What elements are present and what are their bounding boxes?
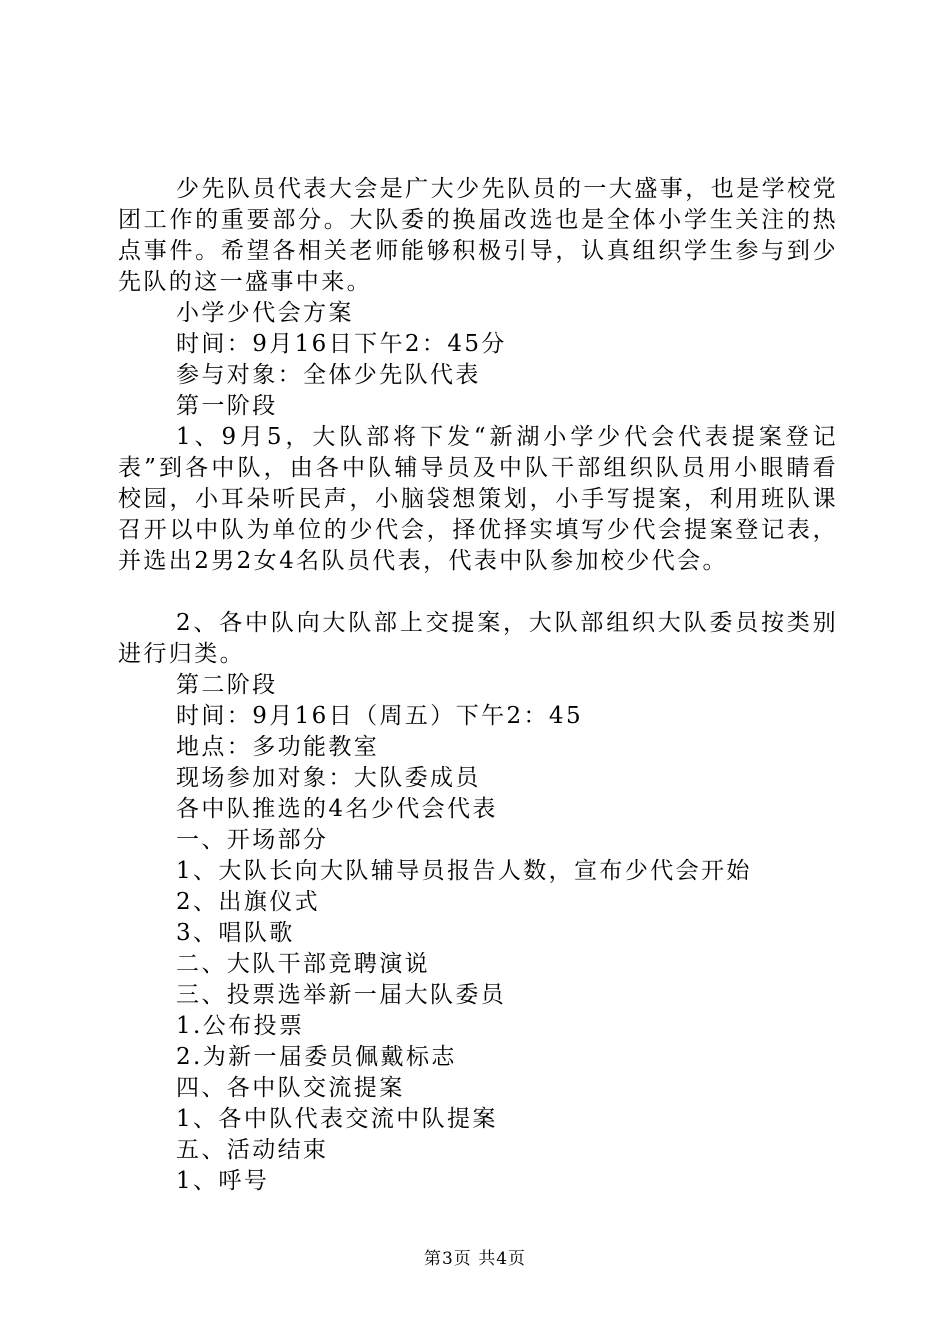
stage2-title: 第二阶段: [176, 672, 278, 698]
plan-title: 小学少代会方案: [176, 300, 354, 326]
section4-heading: 四、各中队交流提案: [176, 1075, 405, 1101]
participants-line: 参与对象：全体少先队代表: [176, 362, 481, 388]
page-footer: 第3页 共4页: [423, 1249, 527, 1269]
stage1-title: 第一阶段: [176, 393, 278, 419]
stage2-place-line: 地点：多功能教室: [176, 734, 380, 760]
section4-item1: 1、各中队代表交流中队提案: [176, 1106, 498, 1132]
section2-heading: 二、大队干部竞聘演说: [176, 951, 430, 977]
section1-item2: 2、出旗仪式: [176, 889, 321, 915]
section1-item3: 3、唱队歌: [176, 920, 295, 946]
section3-item1: 1.公布投票: [176, 1013, 305, 1039]
intro-paragraph: 少先队员代表大会是广大少先队员的一大盛事，也是学校党团工作的重要部分。大队委的换届改选也是全体小学生关注的热点事件。希望各相关老师能够积极引导，认真组织学生参与到少先队的这一盛事中来。: [118, 176, 838, 295]
section5-item1: 1、呼号: [176, 1168, 270, 1194]
section5-heading: 五、活动结束: [176, 1137, 329, 1163]
document-body: [118, 174, 838, 1197]
stage1-item1-paragraph: 1、9月5，大队部将下发“新湖小学少代会代表提案登记表”到各中队，由各中队辅导员及中队干部组织队员用小眼睛看校园，小耳朵听民声，小脑袋想策划，小手写提案，利用班队课召开以中队为单位的少代会，择优择实填写少代会提案登记表，并选出2男2女4名队员代表，代表中队参加校少代会。: [118, 424, 838, 574]
time-line: 时间：9月16日下午2：45分: [176, 331, 507, 357]
paragraph-gap: [118, 577, 838, 608]
section1-item1: 1、大队长向大队辅导员报告人数，宣布少代会开始: [176, 858, 752, 884]
section3-item2: 2.为新一届委员佩戴标志: [176, 1044, 457, 1070]
stage1-item2-paragraph: 2、各中队向大队部上交提案，大队部组织大队委员按类别进行归类。: [118, 610, 838, 667]
stage2-time-line: 时间：9月16日（周五）下午2：45: [176, 703, 583, 729]
section3-heading: 三、投票选举新一届大队委员: [176, 982, 507, 1008]
stage2-attendees-line: 现场参加对象：大队委成员: [176, 765, 481, 791]
stage2-reps-line: 各中队推选的4名少代会代表: [176, 796, 498, 822]
section1-heading: 一、开场部分: [176, 827, 329, 853]
